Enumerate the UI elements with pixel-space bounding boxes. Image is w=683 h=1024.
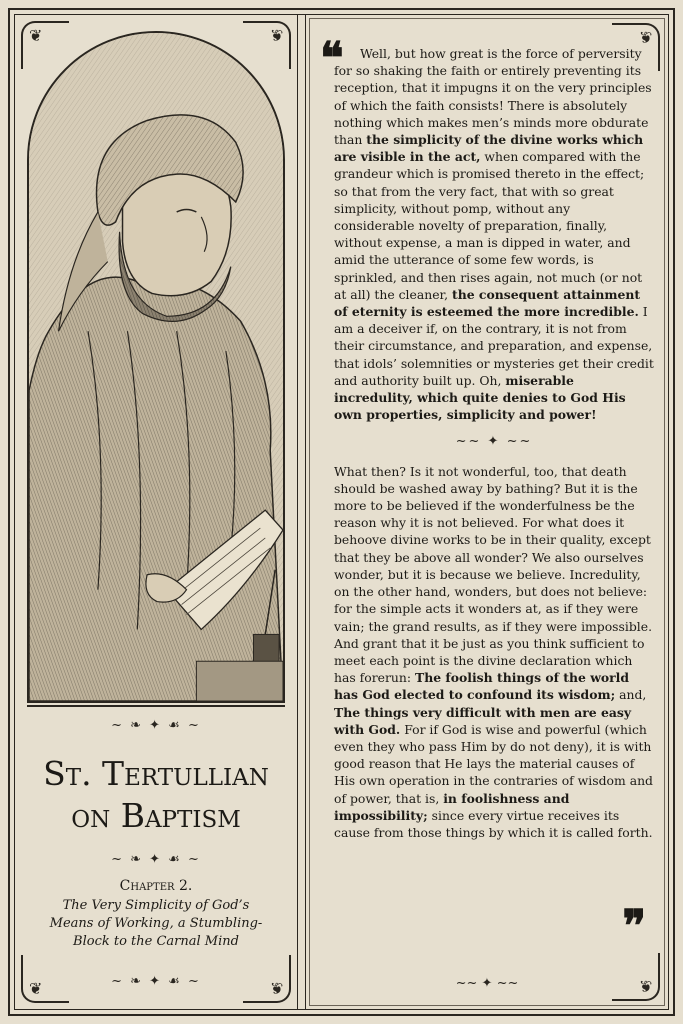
- ornament-divider-icon: ~ ❧ ✦ ☙ ~: [111, 852, 201, 867]
- emphasized-text: the consequent attainment of eternity is esteemed the more incredible.: [334, 286, 641, 320]
- ornament-divider-icon: ~ ❧ ✦ ☙ ~: [111, 718, 201, 733]
- corner-ornament-icon: [21, 955, 69, 1003]
- tertullian-portrait: [29, 33, 283, 701]
- ornament-divider-icon: ~~ ✦ ~~: [455, 976, 519, 991]
- corner-ornament-icon: [243, 955, 291, 1003]
- body-text: For if God is wise and powerful (which even they who pass Him by do not deny), it is with good reason that He lays the material causes of His own operation in the contraries of wisdom and of power, that is,: [334, 721, 653, 806]
- quote-paragraph-2: [334, 463, 654, 841]
- left-column: [14, 14, 298, 1010]
- emphasized-text: in foolishness and impossibility;: [334, 790, 570, 823]
- right-column: [305, 14, 669, 1010]
- body-text: since every virtue receives its cause from those things by which it is called forth.: [334, 807, 653, 840]
- portrait-arch: [27, 31, 285, 703]
- body-text: I am a deceiver if, on the contrary, it is not from their circumstance, and preparation, and expense, that idols’ solemnities or mysteries get their credit and authority built up. Oh,: [334, 304, 654, 388]
- quote-paragraph-1: [334, 45, 654, 423]
- chapter-heading: Chapter 2.: [119, 878, 193, 894]
- body-text: Well, but how great is the force of perversity for so shaking the faith or entirely preventing its reception, that it impugns it on the very principles of which the faith consists! There is absolutely nothing which makes men’s minds more obdurate than: [334, 46, 652, 148]
- corner-ornament-icon: [612, 23, 660, 71]
- ornament-divider-icon: ~~ ✦ ~~: [455, 434, 533, 450]
- quote-body: [334, 45, 654, 841]
- ornament-divider-icon: ~ ❧ ✦ ☙ ~: [111, 974, 201, 989]
- emphasized-text: miserable incredulity, which quite denies to God His own properties, simplicity and power!: [334, 372, 626, 423]
- page-title: [27, 753, 285, 837]
- close-quote-icon: ❞: [622, 901, 646, 952]
- title-line-1: St. Tertullian: [43, 754, 269, 793]
- body-text: when compared with the grandeur which is promised thereto in the effect; so that from the very fact, that with so great simplicity, without pomp, without any considerable novelty of preparation, finally, without expense, a man is dipped in water, and amid the utterance of some few words, is sprinkled, and then rises again, not much (or not at all) the cleaner,: [334, 149, 645, 302]
- chapter-subtitle: The Very Simplicity of God’s Means of Working, a Stumbling-Block to the Carnal Mind: [49, 898, 263, 949]
- emphasized-text: The foolish things of the world has God elected to confound its wisdom;: [334, 670, 630, 703]
- emphasized-text: the simplicity of the divine works which are visible in the act,: [334, 132, 644, 165]
- open-quote-icon: ❝: [320, 33, 344, 84]
- corner-ornament-icon: [612, 953, 660, 1001]
- emphasized-text: The things very difficult with men are easy with God.: [334, 704, 632, 737]
- title-line-2: on Baptism: [71, 796, 241, 835]
- body-text: What then? Is it not wonderful, too, that death should be washed away by bathing? But it is the more to be believed if the wonderfulness be the reason why it is not believed. For what does it behoove divine works to be in their quality, except that they be above all wonder? We also ourselves wonder, but it is because we believe. Incredulity, on the other hand, wonders, but does not believe: for the simple acts it wonders at, as if they were vain; the grand results, as if they were impossible. And grant that it be just as you think sufficient to meet each point is the divine declaration which has forerun:: [334, 463, 653, 686]
- body-text: and,: [615, 687, 647, 703]
